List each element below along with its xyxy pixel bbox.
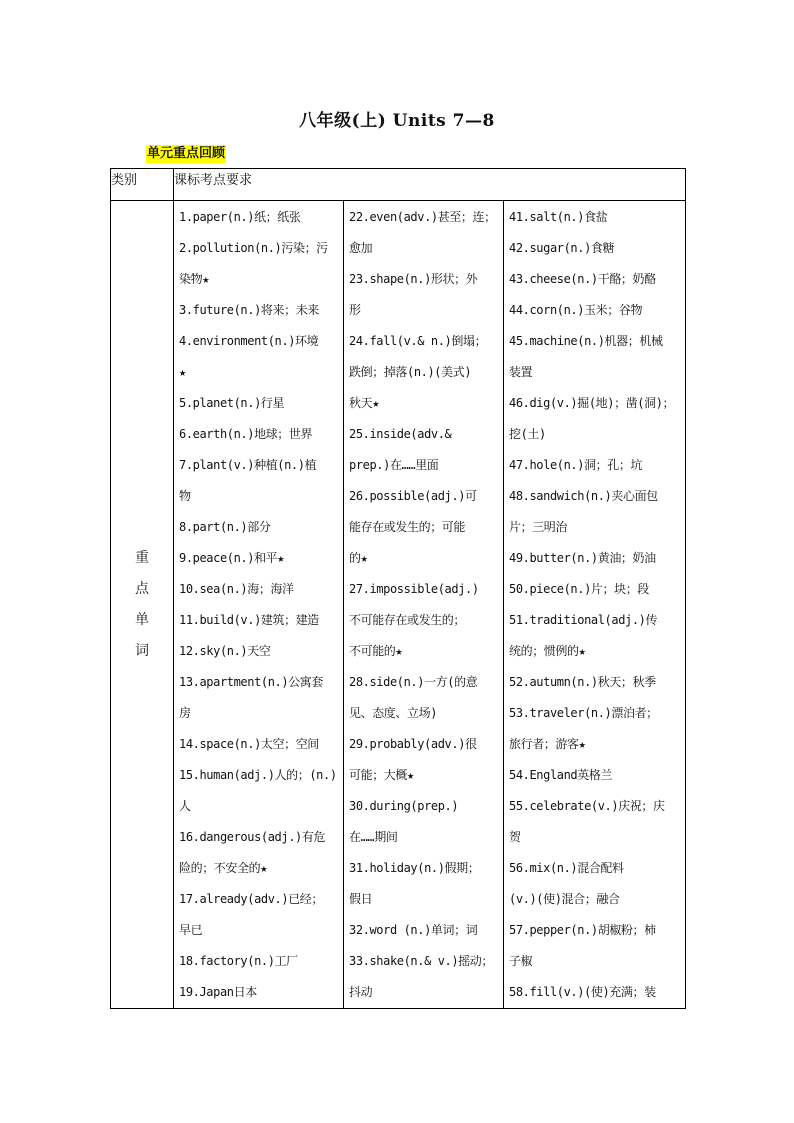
vocab-line: prep.)在……里面	[349, 458, 439, 472]
vocab-line: 愈加	[349, 241, 373, 255]
vocab-line: 22.even(adv.)甚至；连；	[349, 210, 496, 224]
vocab-line: 装置	[509, 365, 533, 379]
vocab-line: 房	[179, 706, 191, 720]
vocab-line: 旅行者；游客★	[509, 737, 586, 751]
vocab-line: 8.part(n.)部分	[179, 520, 271, 534]
vocab-line: 险的；不安全的★	[179, 861, 268, 875]
vocab-line: 见、态度、立场)	[349, 706, 438, 720]
vocab-line: 早已	[179, 923, 203, 937]
vocab-line: 形	[349, 303, 361, 317]
vocab-line: 23.shape(n.)形状；外	[349, 272, 478, 286]
vocab-line: 14.space(n.)太空；空间	[179, 737, 319, 751]
category-cell	[111, 201, 174, 1009]
vocab-line: 31.holiday(n.)假期；	[349, 861, 480, 875]
vocab-line: 48.sandwich(n.)夹心面包	[509, 489, 658, 503]
vocab-column-3	[504, 201, 686, 1009]
vocab-line: 24.fall(v.& n.)倒塌；	[349, 334, 487, 348]
vocab-line: 43.cheese(n.)干酪；奶酪	[509, 272, 656, 286]
vocab-line: 42.sugar(n.)食糖	[509, 241, 615, 255]
vocab-line: 7.plant(v.)种植(n.)植	[179, 458, 317, 472]
vocab-line: 30.during(prep.)	[349, 799, 459, 813]
vocab-line: 16.dangerous(adj.)有危	[179, 830, 326, 844]
vocab-line: 片；三明治	[509, 520, 568, 534]
vocab-line: 10.sea(n.)海；海洋	[179, 582, 294, 596]
vocab-line: (v.)(使)混合；融合	[509, 892, 620, 906]
vocab-line: 11.build(v.)建筑；建造	[179, 613, 319, 627]
vocab-line: 44.corn(n.)玉米；谷物	[509, 303, 643, 317]
vocab-line: 32.word (n.)单词；词	[349, 923, 478, 937]
table-body-row	[111, 201, 686, 1009]
vocab-line: 15.human(adj.)人的；(n.)	[179, 768, 337, 782]
vocab-line: ★	[179, 365, 186, 379]
vocab-line: 统的；惯例的★	[509, 644, 586, 658]
vocab-line: 挖(土)	[509, 427, 546, 441]
vocab-line: 27.impossible(adj.)	[349, 582, 479, 596]
vocab-line: 贺	[509, 830, 521, 844]
category-char: 重	[135, 549, 149, 566]
category-char: 点	[135, 580, 149, 597]
header-category: 类别	[111, 169, 174, 201]
vocab-line: 5.planet(n.)行星	[179, 396, 285, 410]
vocab-line: 4.environment(n.)环境	[179, 334, 319, 348]
vocab-line: 不可能的★	[349, 644, 403, 658]
vocab-line: 33.shake(n.& v.)摇动；	[349, 954, 493, 968]
vocab-line: 50.piece(n.)片；块；段	[509, 582, 649, 596]
vocab-line: 25.inside(adv.&	[349, 427, 452, 441]
vocab-line: 19.Japan日本	[179, 985, 257, 999]
vocab-line: 秋天★	[349, 396, 380, 410]
page-title: 八年级(上) Units 7—8	[299, 111, 495, 131]
vocab-line: 的★	[349, 551, 368, 565]
vocab-line: 47.hole(n.)洞；孔；坑	[509, 458, 643, 472]
vocab-line: 染物★	[179, 272, 210, 286]
vocab-line: 物	[179, 489, 191, 503]
vocab-line: 1.paper(n.)纸；纸张	[179, 210, 301, 224]
vocab-line: 子椒	[509, 954, 533, 968]
vocab-line: 41.salt(n.)食盐	[509, 210, 608, 224]
vocab-line: 55.celebrate(v.)庆祝；庆	[509, 799, 665, 813]
vocab-line: 9.peace(n.)和平★	[179, 551, 285, 565]
vocab-line: 49.butter(n.)黄油；奶油	[509, 551, 656, 565]
category-char: 词	[135, 642, 149, 659]
vocab-line: 12.sky(n.)天空	[179, 644, 271, 658]
category-char: 单	[135, 611, 149, 628]
vocab-line: 56.mix(n.)混合配料	[509, 861, 624, 875]
vocab-column-2	[344, 201, 504, 1009]
vocab-line: 3.future(n.)将来；未来	[179, 303, 319, 317]
vocab-line: 在……期间	[349, 830, 398, 844]
vocab-line: 18.factory(n.)工厂	[179, 954, 298, 968]
vocab-line: 57.pepper(n.)胡椒粉；柿	[509, 923, 656, 937]
vocab-line: 53.traveler(n.)漂泊者；	[509, 706, 658, 720]
vocab-line: 能存在或发生的；可能	[349, 520, 466, 534]
header-requirement: 课标考点要求	[174, 169, 686, 201]
vocab-line: 52.autumn(n.)秋天；秋季	[509, 675, 656, 689]
vocab-line: 假日	[349, 892, 373, 906]
vocab-line: 13.apartment(n.)公寓套	[179, 675, 323, 689]
section-label: 单元重点回顾	[147, 146, 226, 161]
vocab-line: 51.traditional(adj.)传	[509, 613, 658, 627]
vocab-line: 6.earth(n.)地球；世界	[179, 427, 313, 441]
vocab-line: 54.England英格兰	[509, 768, 613, 782]
vocab-line: 可能；大概★	[349, 768, 414, 782]
vocab-line: 28.side(n.)一方(的意	[349, 675, 478, 689]
vocab-line: 45.machine(n.)机器；机械	[509, 334, 663, 348]
vocab-line: 跌倒；掉落(n.)(美式)	[349, 365, 472, 379]
vocab-line: 2.pollution(n.)污染；污	[179, 241, 328, 255]
vocab-line: 46.dig(v.)掘(地)；凿(洞)；	[509, 396, 675, 410]
vocab-column-1	[174, 201, 344, 1009]
vocab-line: 26.possible(adj.)可	[349, 489, 477, 503]
vocab-table	[110, 168, 686, 1009]
vocab-line: 人	[179, 799, 191, 813]
vocab-line: 抖动	[349, 985, 373, 999]
vocab-line: 29.probably(adv.)很	[349, 737, 477, 751]
vocab-line: 不可能存在或发生的；	[349, 613, 466, 627]
vocab-line: 58.fill(v.)(使)充满；装	[509, 985, 656, 999]
vocab-line: 17.already(adv.)已经；	[179, 892, 323, 906]
table-header-row	[111, 169, 686, 201]
